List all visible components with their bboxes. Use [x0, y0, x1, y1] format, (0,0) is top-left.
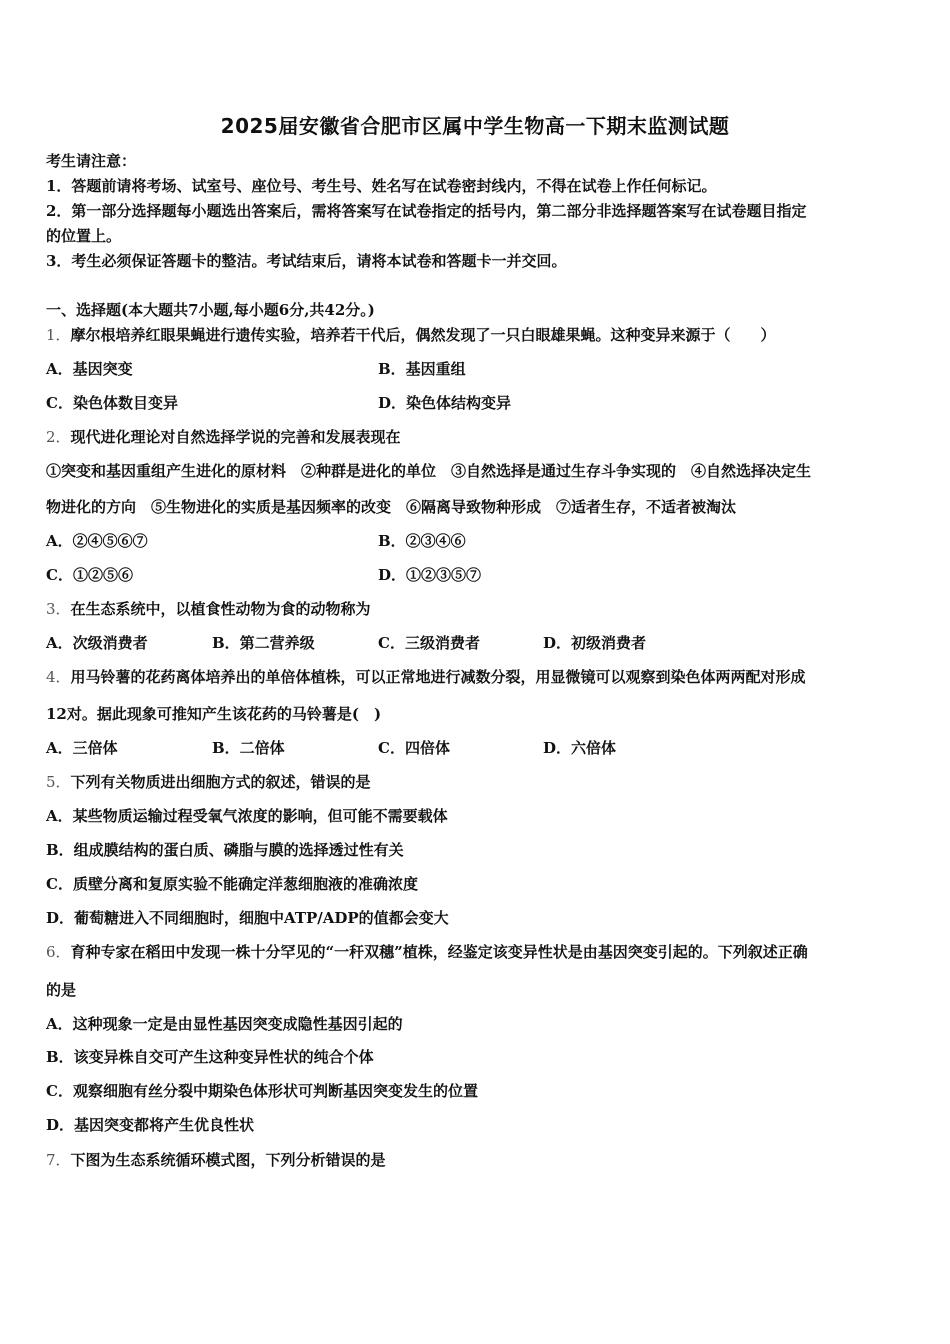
option-a: A．某些物质运输过程受氧气浓度的影响，但可能不需要载体	[46, 807, 448, 825]
option-a: A．次级消费者	[46, 634, 148, 652]
question-2	[46, 427, 401, 447]
option-a: A．三倍体	[46, 739, 118, 757]
question-number: 2．	[46, 428, 71, 446]
option-c: C．四倍体	[378, 739, 450, 757]
option-c: C．①②⑤⑥	[46, 566, 133, 584]
notice-item: 2．第一部分选择题每小题选出答案后，需将答案写在试卷指定的括号内，第二部分非选择题答案写在试卷题目指定	[46, 202, 807, 220]
option-b: B．②③④⑥	[378, 532, 466, 550]
question-number: 1．	[46, 326, 71, 344]
question-stem: 下列有关物质进出细胞方式的叙述，错误的是	[70, 773, 371, 791]
option-c: C．观察细胞有丝分裂中期染色体形状可判断基因突变发生的位置	[46, 1082, 478, 1100]
question-number: 3．	[46, 600, 71, 618]
question-number: 5．	[46, 773, 71, 791]
section-heading: 一、选择题(本大题共7小题,每小题6分,共42分。)	[46, 301, 375, 319]
question-stem: 摩尔根培养红眼果蝇进行遗传实验，培养若干代后，偶然发现了一只白眼雄果蝇。这种变异来源于（ ）	[70, 326, 776, 344]
question-number: 6．	[46, 943, 71, 961]
option-d: D．染色体结构变异	[378, 394, 512, 412]
notice-item: 的位置上。	[46, 227, 122, 245]
notice-item: 3．考生必须保证答题卡的整洁。考试结束后，请将本试卷和答题卡一并交回。	[46, 252, 567, 270]
option-c: C．质壁分离和复原实验不能确定洋葱细胞液的准确浓度	[46, 875, 418, 893]
question-stem: 在生态系统中，以植食性动物为食的动物称为	[70, 600, 371, 618]
option-d: D．初级消费者	[543, 634, 647, 652]
option-b: B．第二营养级	[212, 634, 315, 652]
question-3	[46, 599, 371, 619]
option-a: A．②④⑤⑥⑦	[46, 532, 148, 550]
option-b: B．基因重组	[378, 360, 466, 378]
question-5	[46, 772, 371, 792]
question-stem: 用马铃薯的花药离体培养出的单倍体植株，可以正常地进行减数分裂，用显微镜可以观察到染色体两两配对形成	[70, 668, 806, 686]
question-stem: 现代进化理论对自然选择学说的完善和发展表现在	[70, 428, 401, 446]
option-b: B．该变异株自交可产生这种变异性状的纯合个体	[46, 1048, 374, 1066]
notice-heading: 考生请注意：	[46, 152, 137, 170]
question-6	[46, 942, 808, 962]
option-d: D．葡萄糖进入不同细胞时，细胞中ATP/ADP的值都会变大	[46, 909, 449, 927]
option-a: A．这种现象一定是由显性基因突变成隐性基因引起的	[46, 1015, 403, 1033]
option-c: C．三级消费者	[378, 634, 480, 652]
question-stem: 下图为生态系统循环模式图，下列分析错误的是	[70, 1151, 386, 1169]
question-7	[46, 1150, 386, 1170]
question-4-continued: 12对。据此现象可推知产生该花药的马铃薯是( )	[46, 705, 382, 723]
question-4	[46, 667, 806, 687]
question-stem: 育种专家在稻田中发现一株十分罕见的“一秆双穗”植株，经鉴定该变异性状是由基因突变引起的。下列叙述正确	[70, 943, 808, 961]
option-d: D．六倍体	[543, 739, 617, 757]
question-2-statements: ①突变和基因重组产生进化的原材料 ②种群是进化的单位 ③自然选择是通过生存斗争实现的 ④自然选择决定生	[46, 462, 812, 480]
option-a: A．基因突变	[46, 360, 133, 378]
question-1	[46, 325, 776, 345]
question-2-statements: 物进化的方向 ⑤生物进化的实质是基因频率的改变 ⑥隔离导致物种形成 ⑦适者生存，不适者被淘汰	[46, 498, 737, 516]
option-b: B．组成膜结构的蛋白质、磷脂与膜的选择透过性有关	[46, 841, 404, 859]
option-d: D．基因突变都将产生优良性状	[46, 1116, 255, 1134]
option-b: B．二倍体	[212, 739, 285, 757]
notice-item: 1．答题前请将考场、试室号、座位号、考生号、姓名写在试卷密封线内，不得在试卷上作任何标记。	[46, 177, 717, 195]
option-d: D．①②③⑤⑦	[378, 566, 482, 584]
question-number: 4．	[46, 668, 71, 686]
option-c: C．染色体数目变异	[46, 394, 178, 412]
page-title: 2025届安徽省合肥市区属中学生物高一下期末监测试题	[220, 114, 730, 138]
question-6-continued: 的是	[46, 981, 77, 999]
question-number: 7．	[46, 1151, 71, 1169]
